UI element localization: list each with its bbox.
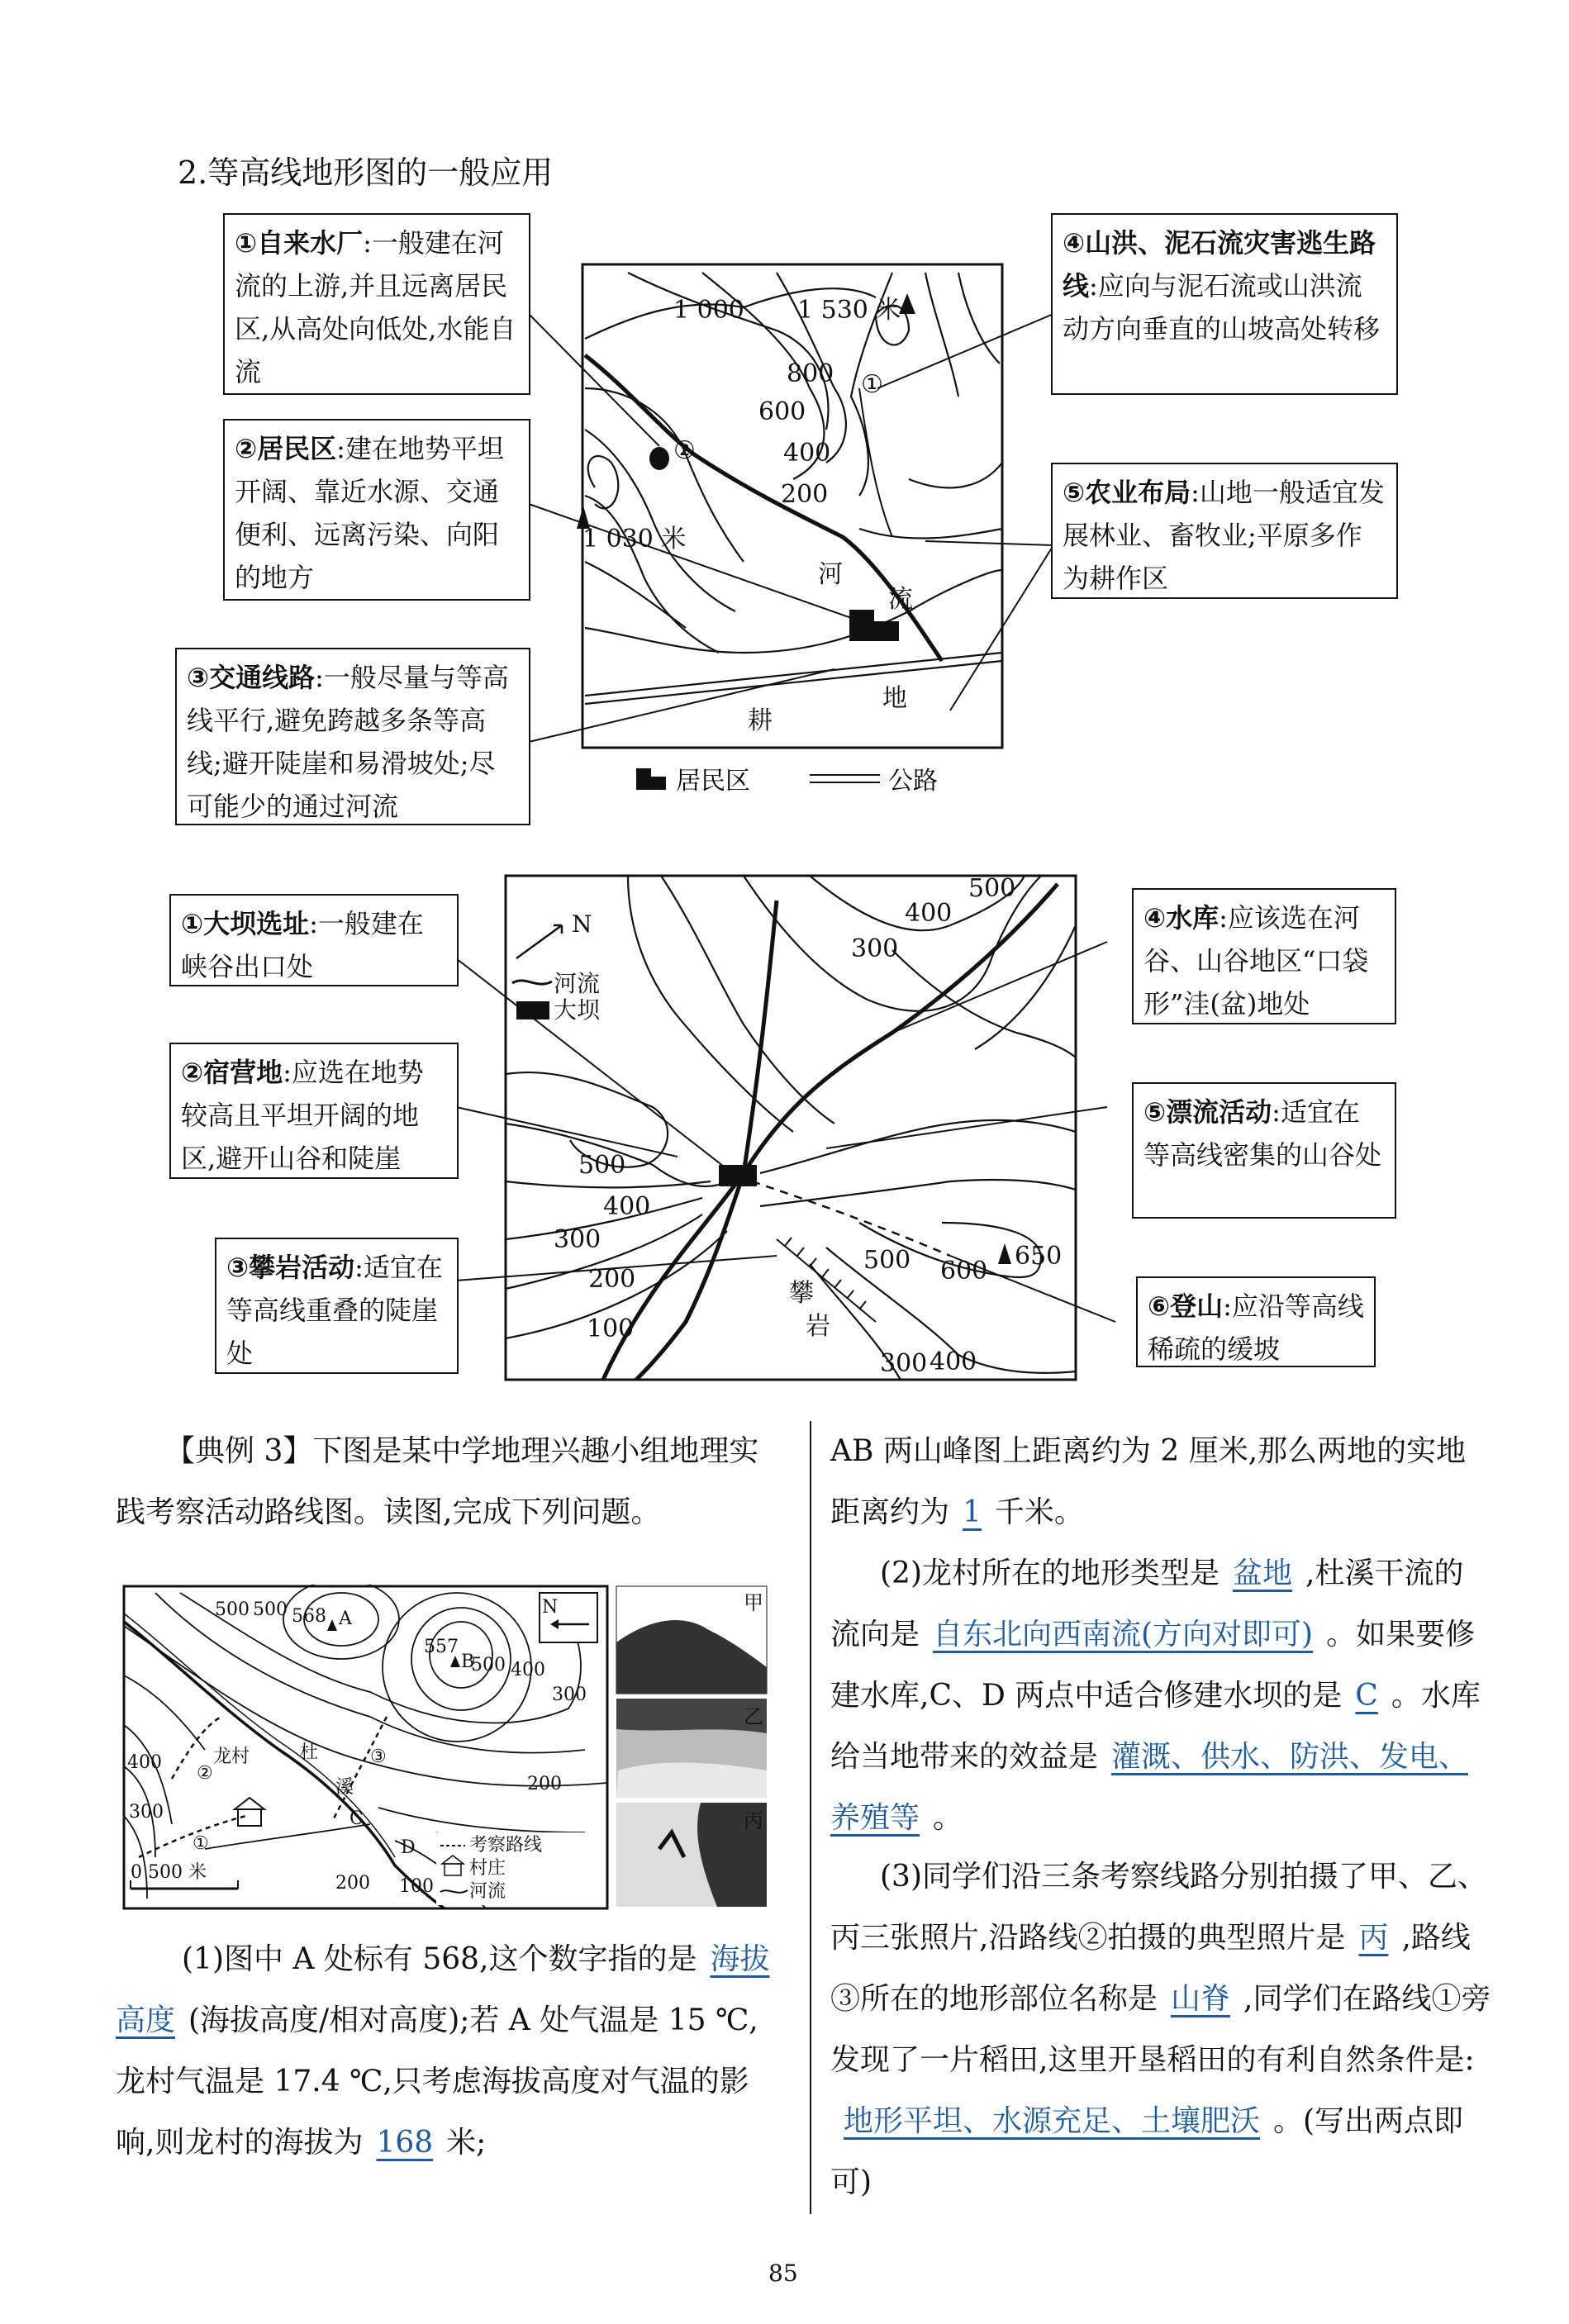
callout-reservoir: ④水库:应该选在河谷、山谷地区“口袋形”洼(盆)地处 (1132, 888, 1396, 1024)
callout-rafting: ⑤漂流活动:适宜在等高线密集的山谷处 (1132, 1082, 1396, 1219)
photo-bing: 丙 (744, 1809, 763, 1832)
ex-scale: 0 500 米 (131, 1862, 207, 1883)
label-c500b: 500 (578, 1151, 626, 1180)
label-c500a: 500 (968, 874, 1016, 903)
label-c400: 400 (783, 439, 831, 468)
legend-road: 公路 (888, 767, 938, 796)
ex-peakA: 568 (292, 1606, 326, 1627)
question-1-continued: AB 两山峰图上距离约为 2 厘米,那么两地的实地距离约为 1 千米。 (830, 1434, 1467, 1529)
ex-longcun: 龙村 (213, 1747, 250, 1767)
callout-hiking: ⑥登山:应沿等高线稀疏的缓坡 (1136, 1276, 1376, 1367)
ex-c500c: 500 (471, 1655, 506, 1675)
answer-longcun-altitude: 168 (376, 2126, 434, 2160)
callout-residential: ②居民区:建在地势平坦开阔、靠近水源、交通便利、远离污染、向阳的地方 (223, 419, 530, 601)
example-route-map (122, 1585, 775, 1915)
label-c500c: 500 (863, 1246, 911, 1275)
example-intro: 【典例 3】下图是某中学地理兴趣小组地理实践考察活动路线图。读图,完成下列问题。 (116, 1434, 759, 1529)
ex-peakB: 557 (424, 1637, 459, 1657)
label-c600: 600 (940, 1257, 988, 1286)
ex-c500a: 500 (215, 1599, 250, 1620)
callout-campsite: ②宿营地:应选在地势较高且平坦开阔的地区,避开山谷和陡崖 (169, 1043, 459, 1179)
ex-legend-river: 河流 (469, 1881, 506, 1902)
label-c200: 200 (781, 480, 829, 509)
answer-flow-direction: 自东北向西南流(方向对即可) (933, 1618, 1314, 1652)
page-number: 85 (768, 2260, 798, 2287)
callout-water-plant: ①自来水厂:一般建在河流的上游,并且远离居民区,从高处向低处,水能自流 (223, 213, 530, 395)
ex-xi: 溪 (335, 1777, 354, 1798)
ex-du: 杜 (300, 1742, 319, 1763)
ex-c300b: 300 (129, 1802, 164, 1823)
question-1: (1)图中 A 处标有 568,这个数字指的是 海拔高度 (海拔高度/相对高度);若 A 处气温是 15 ℃,龙村气温是 17.4 ℃,只考虑海拔高度对气温的影响,则龙村的海拔为 168 米; (116, 1942, 770, 2160)
answer-terrain: 山脊 (1171, 1982, 1231, 2016)
answer-landform: 盆地 (1233, 1556, 1293, 1590)
label-c1000: 1 000 (673, 296, 744, 325)
label-c300b: 300 (554, 1225, 601, 1254)
photo-jia: 甲 (744, 1591, 763, 1614)
label-di: 地 (882, 684, 907, 713)
answer-distance: 1 (963, 1495, 982, 1529)
answer-benefits: 灌溉、供水、防洪、发电、养殖等 (830, 1740, 1469, 1835)
answer-altitude: 海拔高度 (116, 1942, 770, 2037)
label-geng: 耕 (748, 706, 773, 735)
ex-c200b: 200 (335, 1873, 370, 1894)
label-circle1: ① (861, 370, 883, 399)
ex-A: A (339, 1609, 352, 1629)
label-yan: 岩 (806, 1312, 830, 1341)
ex-c100: 100 (399, 1876, 434, 1897)
ex-r2: ② (197, 1763, 213, 1784)
label-c400b: 400 (603, 1192, 651, 1221)
label-c300a: 300 (851, 934, 899, 963)
ex-B: B (461, 1652, 475, 1672)
ex-north: N (542, 1597, 559, 1618)
label-c600: 600 (758, 397, 806, 426)
section-heading: 2.等高线地形图的一般应用 (178, 154, 554, 191)
answer-dam-point: C (1355, 1679, 1378, 1713)
ex-c300a: 300 (552, 1685, 587, 1705)
question-3: (3)同学们沿三条考察线路分别拍摄了甲、乙、丙三张照片,沿路线②拍摄的典型照片是 丙 ,路线③所在的地形部位名称是 山脊 ,同学们在路线①旁发现了一片稻田,这里开垦稻田的有利自然条件是:地形平坦、水源充足、土壤肥沃 。(写出两点即可) (830, 1860, 1491, 2199)
legend-settlement: 居民区 (676, 767, 750, 796)
label-peak1530: 1 530 米 (797, 296, 901, 325)
label-circle2: ② (673, 436, 696, 465)
label-c400c: 400 (930, 1347, 977, 1376)
label-liu: 流 (888, 585, 913, 614)
label-c800: 800 (787, 359, 834, 388)
label-peak650: 650 (1015, 1242, 1063, 1271)
legend-dam: 大坝 (554, 996, 601, 1024)
legend-north: N (572, 910, 592, 938)
callout-dam-site: ①大坝选址:一般建在峡谷出口处 (169, 894, 459, 986)
ex-c400b: 400 (127, 1752, 162, 1773)
question-2: (2)龙村所在的地形类型是 盆地 ,杜溪干流的流向是 自东北向西南流(方向对即可) 。如果要修建水库,C、D 两点中适合修建水坝的是 C 。水库给当地带来的效益是 灌溉、供水、防洪、发电、养殖等 。 (830, 1556, 1481, 1835)
ex-D: D (401, 1837, 416, 1858)
ex-C: C (349, 1808, 364, 1829)
ex-c400a: 400 (511, 1660, 545, 1680)
label-c200: 200 (588, 1265, 636, 1294)
answer-photo: 丙 (1358, 1921, 1389, 1955)
ex-c200a: 200 (527, 1774, 562, 1794)
answer-conditions: 地形平坦、水源充足、土壤肥沃 (844, 2104, 1261, 2138)
label-he: 河 (818, 560, 843, 589)
label-c300c: 300 (880, 1349, 928, 1378)
photo-yi: 乙 (744, 1705, 763, 1728)
ex-legend-route: 考察路线 (469, 1835, 543, 1856)
ex-r3: ③ (370, 1747, 387, 1767)
legend-river: 河流 (554, 970, 601, 997)
callout-evacuation: ④山洪、泥石流灾害逃生路线:应向与泥石流或山洪流动方向垂直的山坡高处转移 (1051, 213, 1398, 395)
column-divider (810, 1421, 811, 2214)
callout-climbing: ③攀岩活动:适宜在等高线重叠的陡崖处 (215, 1238, 459, 1374)
callout-transport: ③交通线路:一般尽量与等高线平行,避免跨越多条等高线;避开陡崖和易滑坡处;尽可能少的通过河流 (175, 648, 530, 825)
label-pan: 攀 (789, 1279, 814, 1308)
label-peak1030: 1 030 米 (582, 525, 687, 554)
ex-legend-village: 村庄 (469, 1858, 506, 1879)
ex-r1: ① (193, 1833, 209, 1854)
label-c400a: 400 (905, 899, 953, 928)
label-c100: 100 (587, 1314, 635, 1343)
callout-agriculture: ⑤农业布局:山地一般适宜发展林业、畜牧业;平原多作为耕作区 (1051, 463, 1398, 599)
ex-c500b: 500 (253, 1599, 288, 1620)
